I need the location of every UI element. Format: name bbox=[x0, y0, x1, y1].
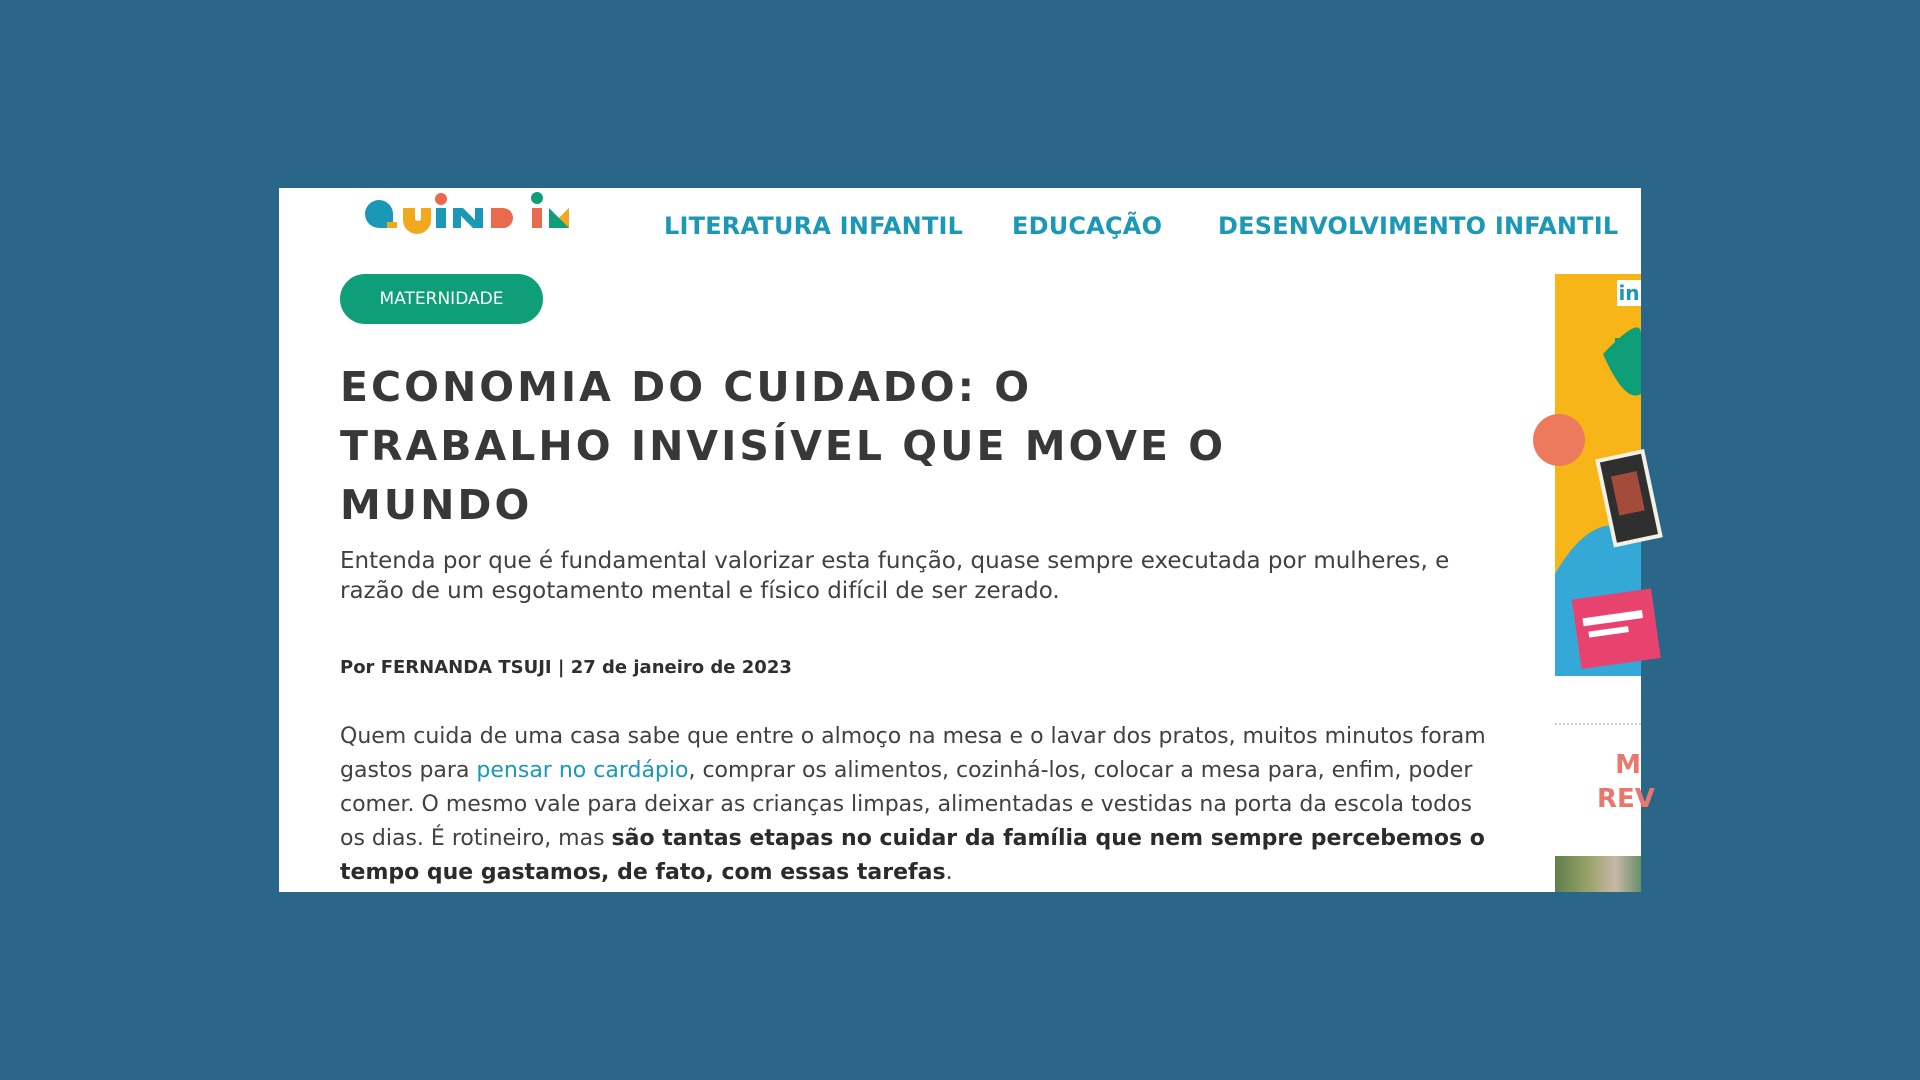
webpage-card bbox=[279, 188, 1655, 892]
sidebar-ad-banner[interactable] bbox=[1555, 274, 1641, 676]
body-text-part: , comprar os alimentos, cozinhá-los, colocar a mesa para, enfim, poder comer. O mesmo vale para deixar as crianças limpas, alimentadas e vestidas na porta da escola todos os dias. É rotineiro, mas bbox=[340, 758, 1473, 851]
article-byline: Por FERNANDA TSUJI | 27 de janeiro de 2023 bbox=[340, 657, 792, 678]
article-body-paragraph bbox=[340, 720, 1500, 890]
sidebar-heading-line: REV bbox=[1597, 784, 1655, 814]
ad-label: in bbox=[1618, 281, 1640, 305]
sidebar-heading-line: M bbox=[1615, 750, 1641, 780]
body-bold-text: são tantas etapas no cuidar da família que nem sempre percebemos o tempo que gastamos, de fato, com essas tarefas bbox=[340, 826, 1485, 885]
sidebar-divider bbox=[1555, 723, 1641, 725]
cardapio-link[interactable]: pensar no cardápio bbox=[476, 758, 689, 783]
ad-artwork bbox=[1555, 274, 1641, 676]
category-badge[interactable]: MATERNIDADE bbox=[340, 274, 543, 324]
nav-educacao[interactable]: EDUCAÇÃO bbox=[1012, 212, 1163, 240]
nav-literatura-infantil[interactable]: LITERATURA INFANTIL bbox=[664, 212, 964, 240]
sidebar-heading bbox=[1597, 748, 1655, 816]
nav-desenvolvimento-infantil[interactable]: DESENVOLVIMENTO INFANTIL bbox=[1218, 212, 1619, 240]
sidebar-thumbnail[interactable] bbox=[1555, 856, 1641, 892]
body-text-part: Quem cuida de uma casa sabe que entre o almoço na mesa e o lavar dos pratos, muitos minutos foram gastos para bbox=[340, 724, 1486, 783]
main-nav bbox=[279, 212, 1641, 252]
body-text-part: . bbox=[945, 860, 953, 885]
article-title: ECONOMIA DO CUIDADO: O TRABALHO INVISÍVEL QUE MOVE O MUNDO bbox=[340, 363, 1227, 529]
article-subtitle: Entenda por que é fundamental valorizar esta função, quase sempre executada por mulheres, e razão de um esgotamento mental e físico difícil de ser zerado. bbox=[340, 548, 1450, 604]
